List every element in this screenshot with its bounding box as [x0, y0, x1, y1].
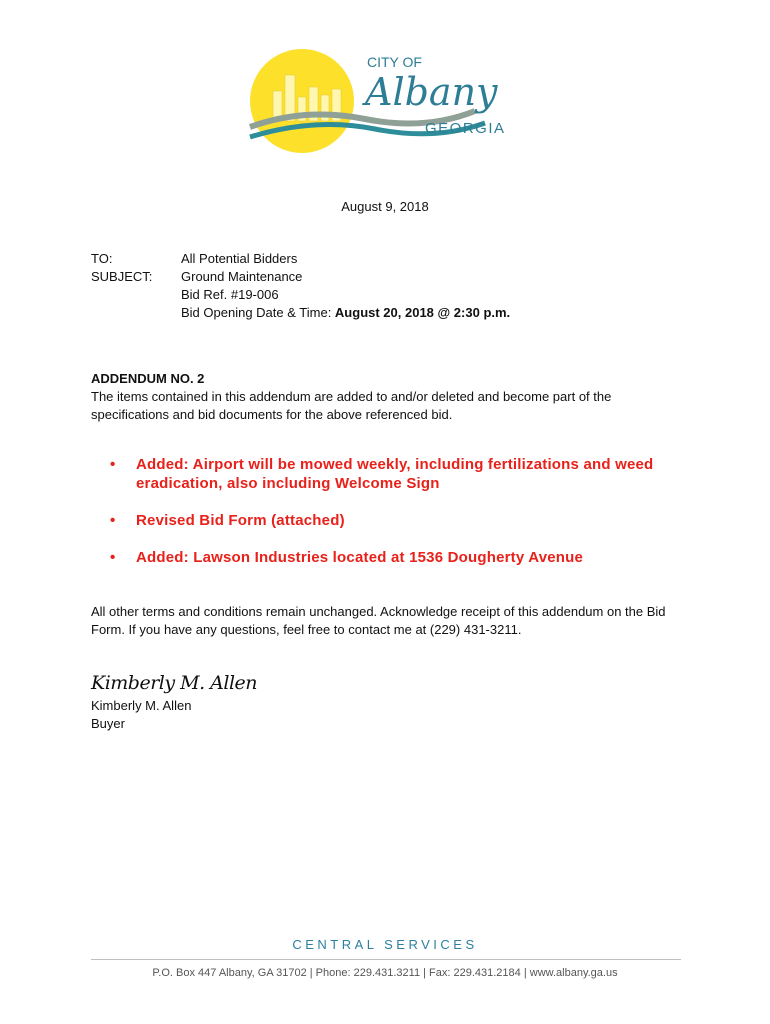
footer-address: P.O. Box 447 Albany, GA 31702 | Phone: 229.431.3211 | Fax: 229.431.2184 | www.albany.ga.us [152, 967, 618, 979]
addendum-section [91, 370, 691, 424]
to-row [91, 250, 510, 268]
to-label: TO: [91, 251, 113, 266]
bid-ref-row [91, 286, 510, 304]
footer-divider [91, 959, 681, 960]
opening-label: Bid Opening Date & Time: [181, 305, 335, 320]
svg-text:Albany: Albany [365, 70, 498, 114]
svg-text:GEORGIA: GEORGIA [425, 120, 506, 137]
letter-date: August 9, 2018 [341, 199, 429, 214]
city-logo [245, 45, 535, 160]
signature: Kimberly M. Allen [91, 672, 258, 694]
svg-text:CITY OF: CITY OF [367, 54, 422, 70]
bullet-icon: • [110, 456, 116, 473]
list-item: • Added: Airport will be mowed weekly, including fertilizations and weed eradication, also including Welcome Sign [110, 456, 654, 492]
bid-ref: Bid Ref. #19-006 [181, 287, 279, 302]
subject-label: SUBJECT: [91, 269, 153, 284]
to-value: All Potential Bidders [181, 251, 298, 266]
footer-department: CENTRAL SERVICES [292, 937, 478, 952]
addendum-intro: The items contained in this addendum are added to and/or deleted and become part of the specifications and bid documents for the above referenced bid. [91, 389, 612, 422]
opening-row [91, 304, 510, 322]
bullet-icon: • [110, 549, 116, 566]
list-item: • Added: Lawson Industries located at 1536 Dougherty Avenue [110, 549, 584, 566]
list-item: • Revised Bid Form (attached) [110, 512, 345, 529]
closing-paragraph: All other terms and conditions remain unchanged. Acknowledge receipt of this addendum on the Bid Form. If you have any questions, feel free to contact me at (229) 431-3211. [91, 604, 666, 637]
signer-title: Buyer [91, 716, 125, 731]
subject-row [91, 268, 510, 286]
addendum-items [110, 455, 710, 585]
opening-value: August 20, 2018 @ 2:30 p.m. [334, 305, 511, 320]
city-of-albany-logo [245, 45, 535, 160]
bullet-icon: • [110, 512, 116, 529]
signer-block [91, 697, 191, 733]
addendum-title: ADDENDUM NO. 2 [91, 371, 205, 386]
signer-name: Kimberly M. Allen [91, 698, 192, 713]
subject-value: Ground Maintenance [181, 269, 303, 284]
memo-header [91, 250, 510, 322]
